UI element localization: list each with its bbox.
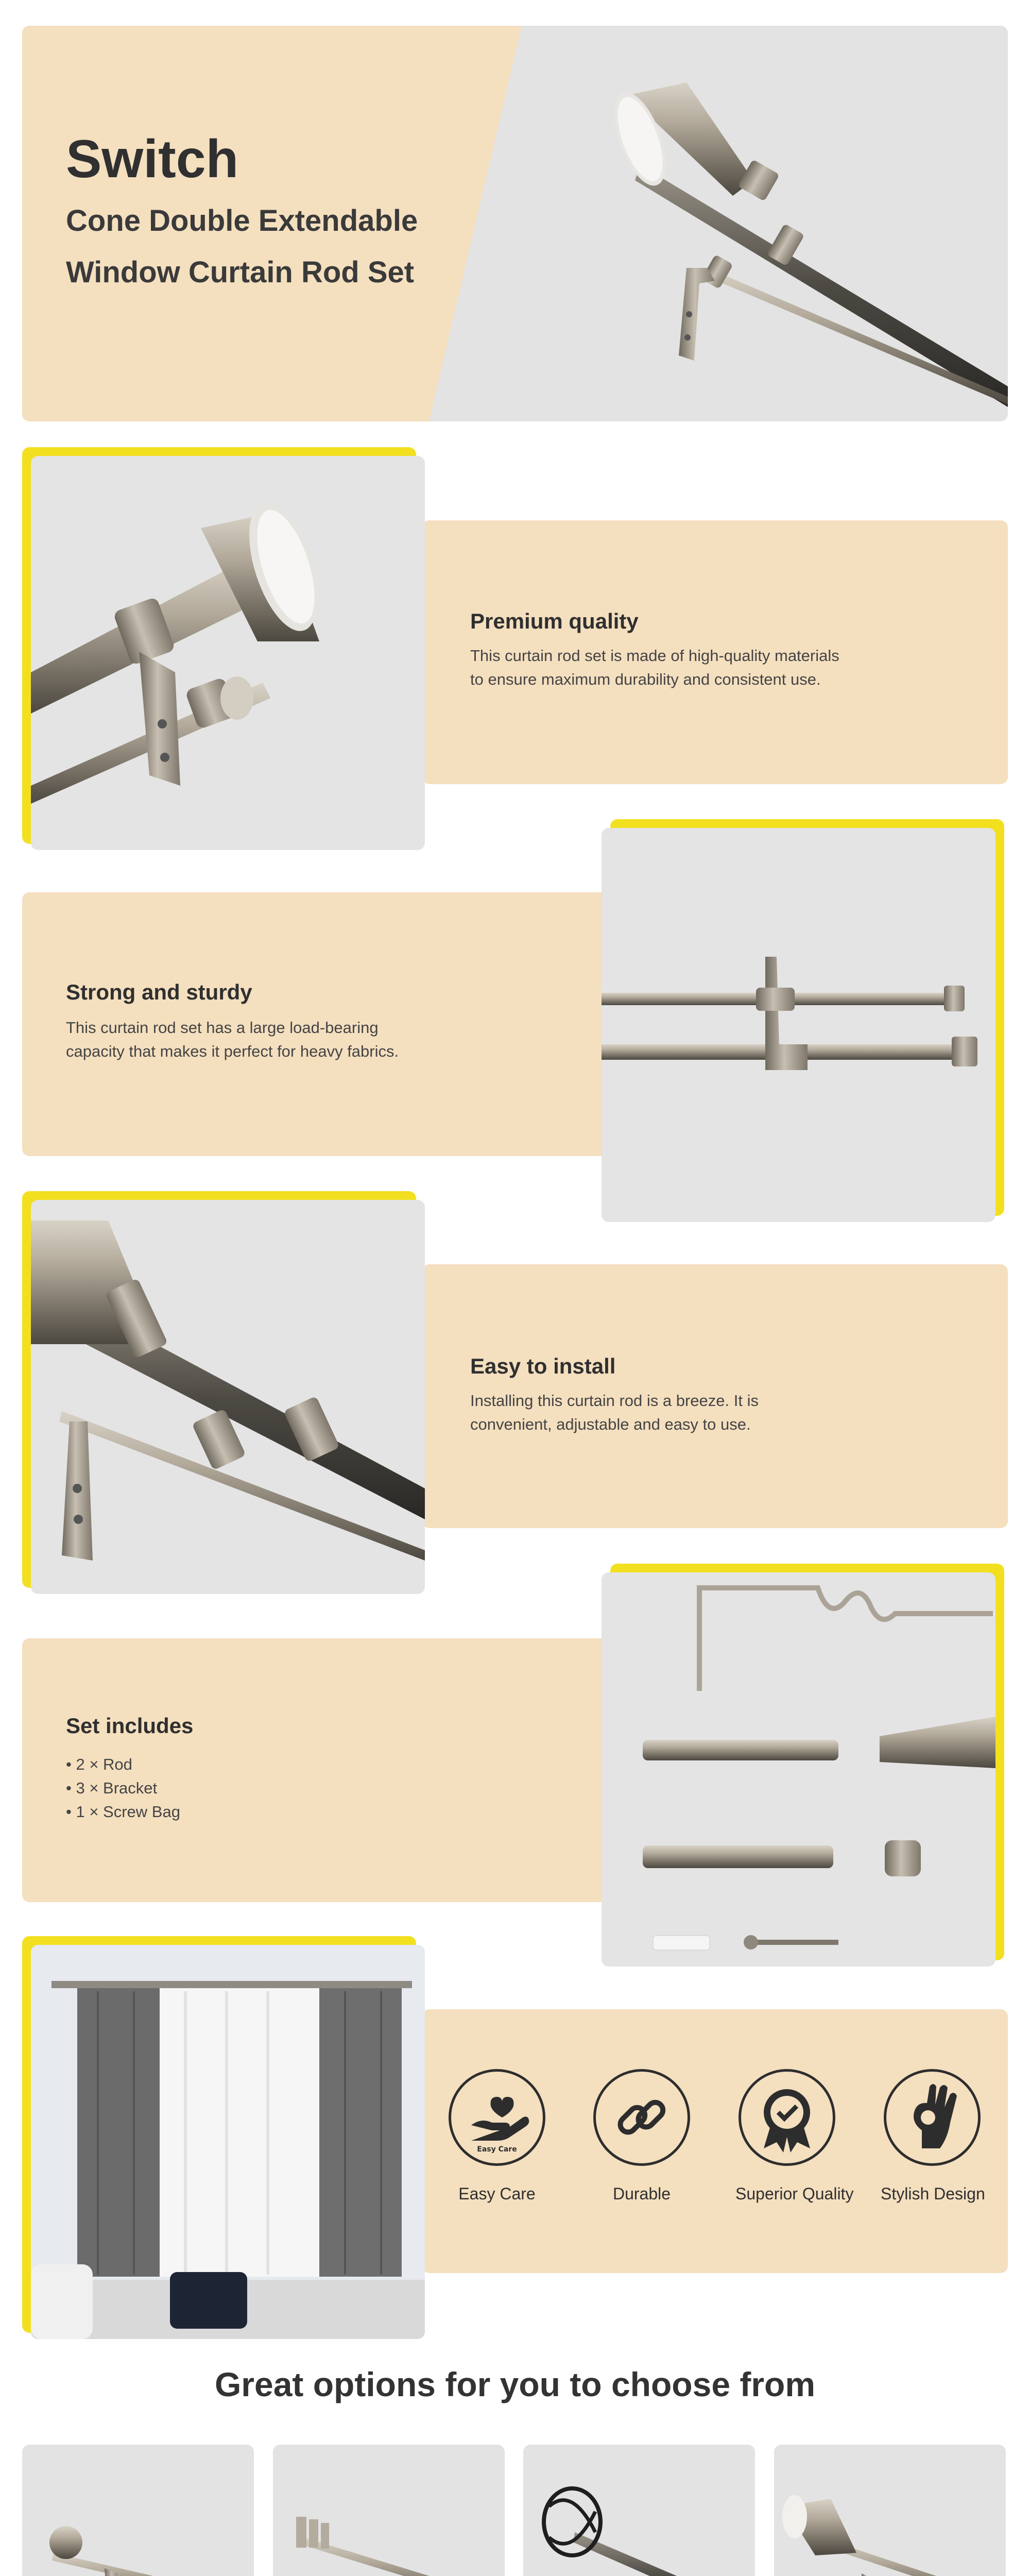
feature3-title: Easy to install (470, 1354, 616, 1378)
set-includes-photo (602, 1572, 995, 1967)
hero-banner (22, 26, 1008, 421)
hand-care-icon (449, 2069, 545, 2166)
feature2-photo (602, 828, 995, 1222)
ok-hand-icon (884, 2069, 981, 2166)
feature1-title: Premium quality (470, 609, 639, 633)
feature3-description-line1: Installing this curtain rod is a breeze. It is (470, 1392, 759, 1410)
hero-rod-image (537, 26, 1008, 421)
set-includes-item-3: • 1 × Screw Bag (66, 1803, 180, 1821)
badge-stylish-design-label: Stylish Design (881, 2184, 985, 2203)
option-card-comet[interactable] (273, 2445, 505, 2576)
feature2-title: Strong and sturdy (66, 980, 252, 1004)
feature1-description-line1: This curtain rod set is made of high-quality materials (470, 647, 839, 665)
set-includes-title: Set includes (66, 1714, 194, 1738)
hero-brand: Switch (66, 129, 239, 189)
badge-durable (590, 2069, 693, 2204)
feature3-photo (31, 1200, 425, 1594)
curtain-room-photo (31, 1945, 425, 2339)
feature3-description-line2: convenient, adjustable and easy to use. (470, 1415, 751, 1433)
badge-superior-quality (735, 2069, 854, 2204)
badge-easy-care-label: Easy Care (458, 2184, 536, 2203)
options-title: Great options for you to choose from (214, 2365, 816, 2403)
badge-superior-quality-label: Superior Quality (735, 2184, 854, 2203)
feature2-description-line1: This curtain rod set has a large load-bearing (66, 1019, 379, 1037)
hero-subtitle-line1: Cone Double Extendable (66, 204, 418, 238)
option-card-bird-cage[interactable] (523, 2445, 755, 2576)
option-card-ball[interactable] (22, 2445, 254, 2576)
option-card-trumpet[interactable] (774, 2445, 1006, 2576)
set-includes-item-2: • 3 × Bracket (66, 1779, 158, 1797)
set-includes-item-1: • 2 × Rod (66, 1755, 132, 1773)
feature1-description-line2: to ensure maximum durability and consistent use. (470, 670, 821, 688)
badge-durable-label: Durable (612, 2184, 671, 2203)
feature2-description-line2: capacity that makes it perfect for heavy fabrics. (66, 1042, 399, 1060)
hero-subtitle-line2: Window Curtain Rod Set (66, 256, 415, 289)
badge-stylish-design (881, 2069, 984, 2204)
badge-easy-care (445, 2069, 548, 2204)
award-ribbon-icon (739, 2069, 835, 2166)
chain-link-icon (593, 2069, 690, 2166)
feature1-photo (31, 456, 425, 850)
easy-care-icon-text: Easy Care (477, 2145, 517, 2154)
